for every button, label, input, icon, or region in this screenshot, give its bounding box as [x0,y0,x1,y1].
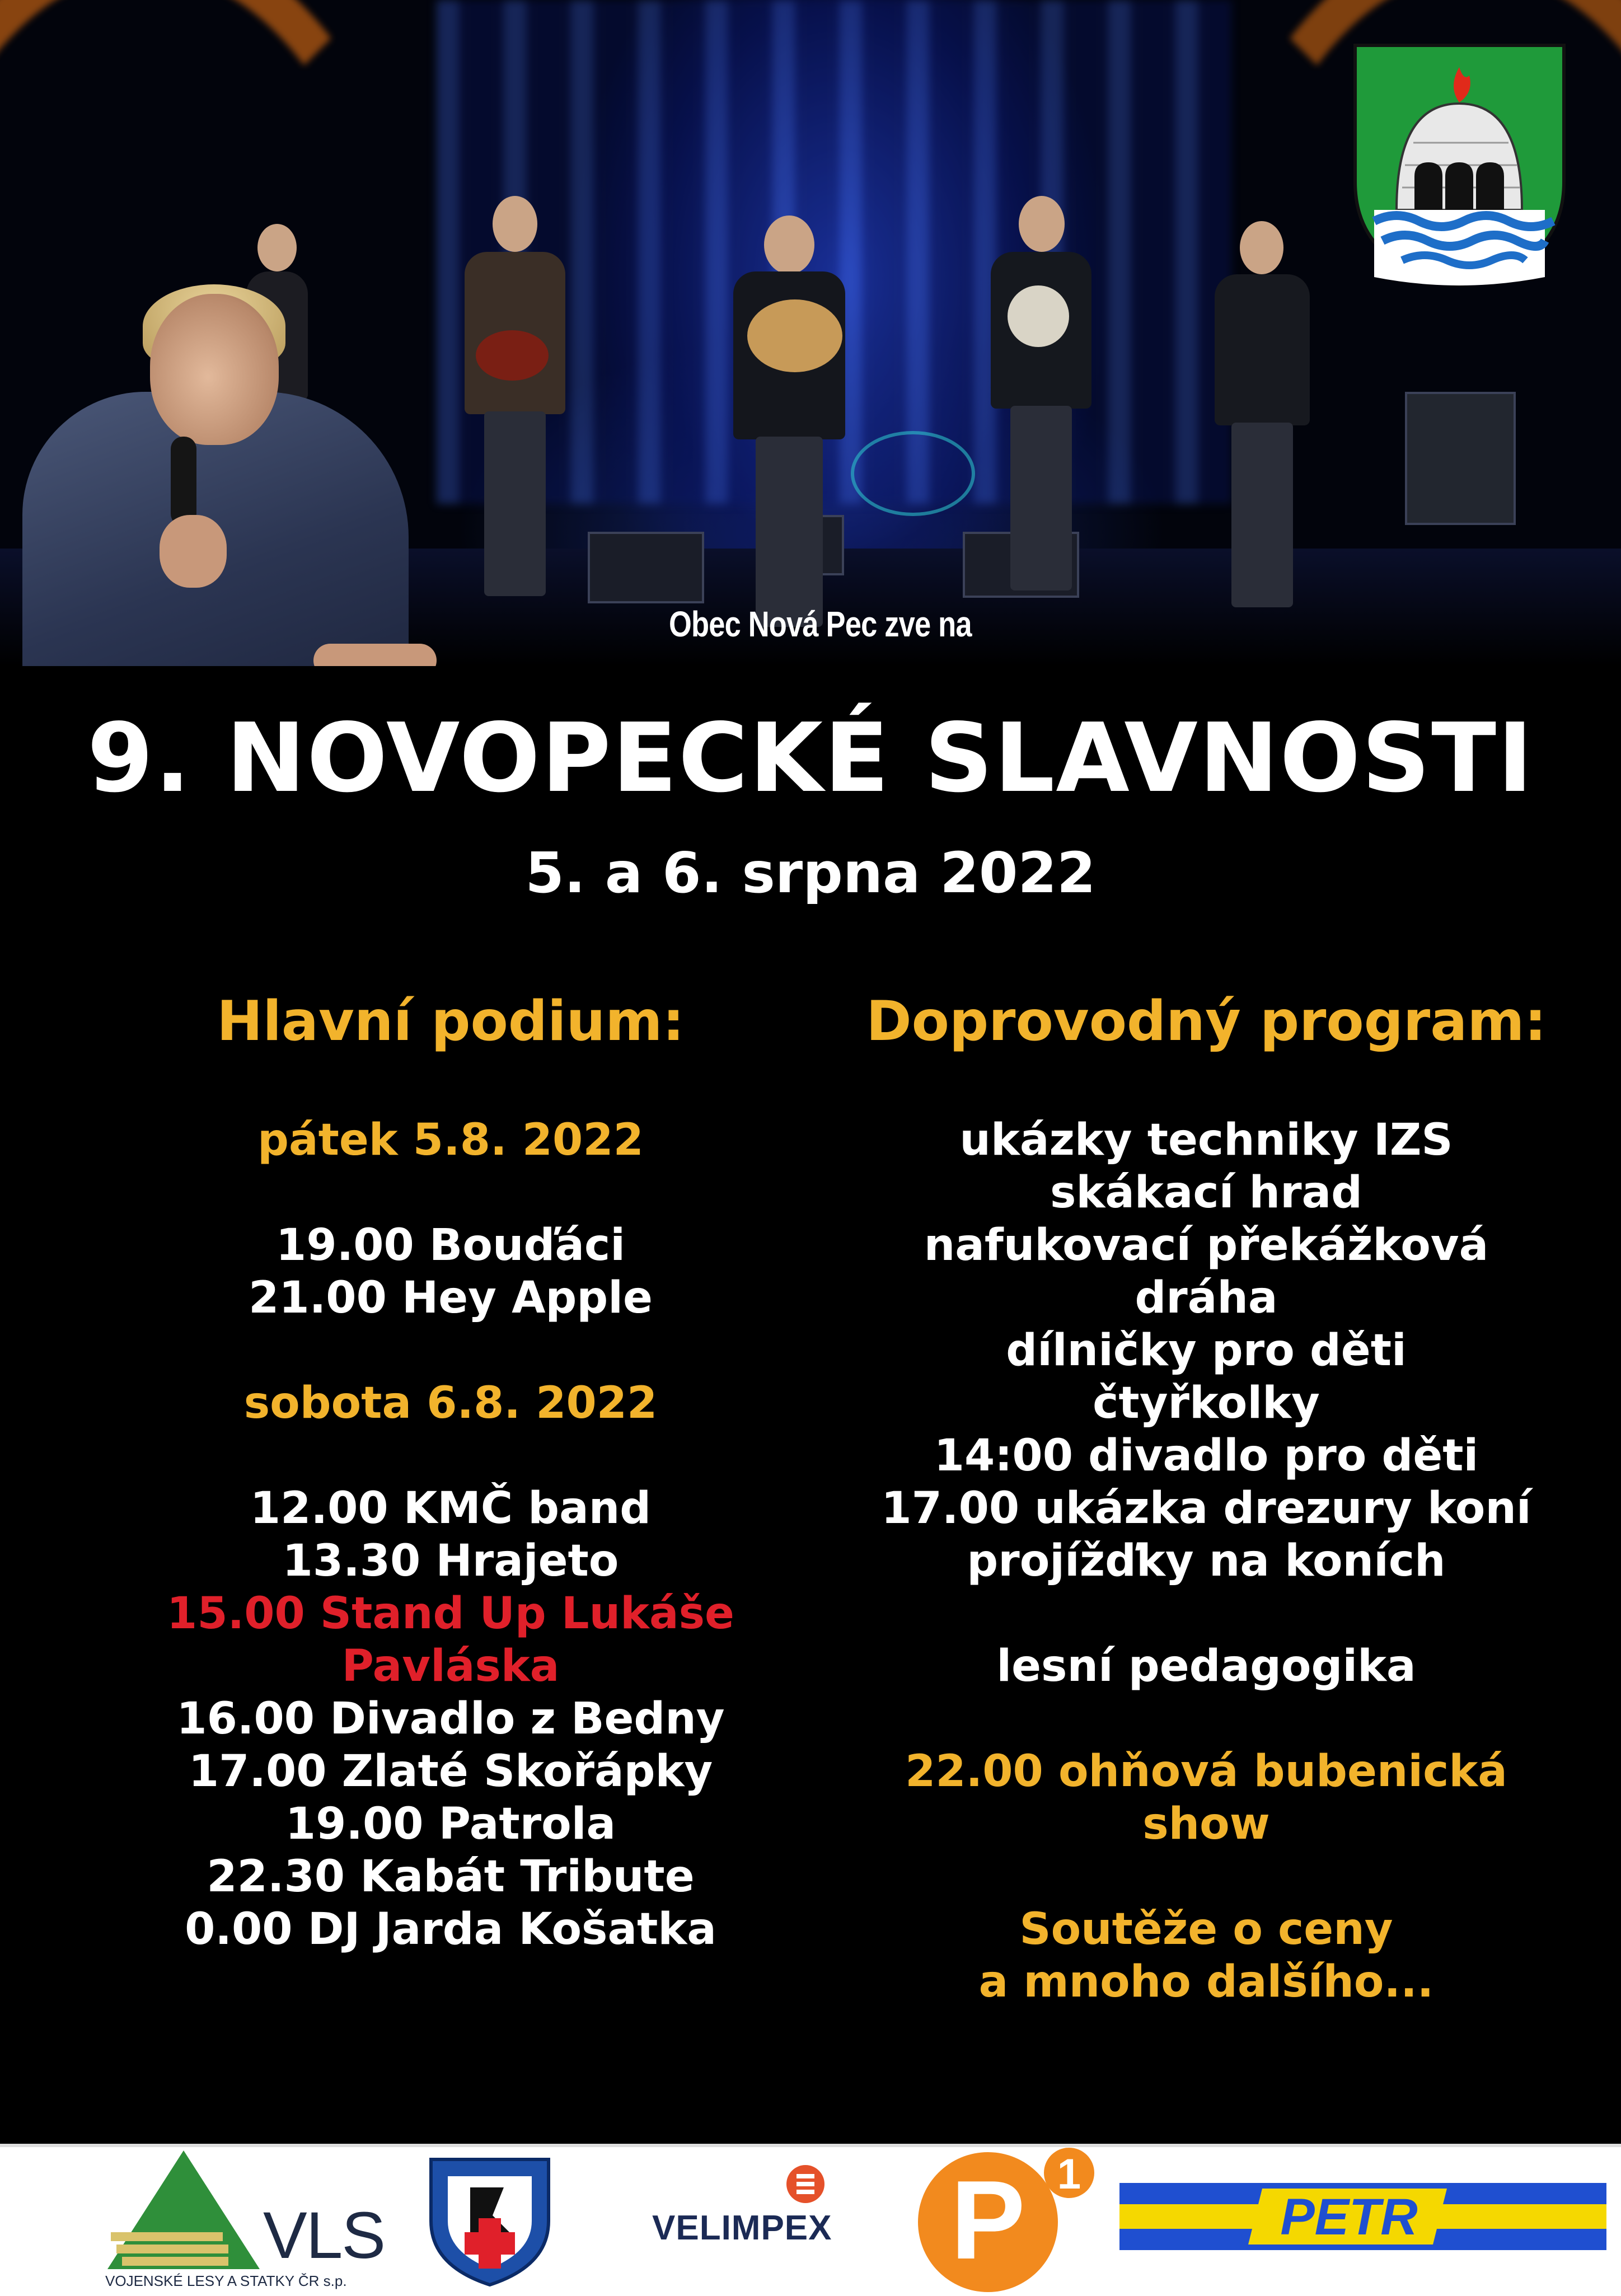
vls-logo-text: VLS [263,2199,385,2272]
main-stage-header: Hlavní podium: [217,990,685,1053]
petr-text: PETR [1280,2189,1418,2246]
amplifier-stack [1405,392,1516,525]
p1-logo-icon [912,2144,1097,2293]
program-item: 0.00 DJ Jarda Košatka [185,1904,716,1955]
petr-logo-icon [1119,2183,1606,2250]
event-date: 5. a 6. srpna 2022 [525,840,1096,906]
velimpex-logo-text: VELIMPEX [652,2209,832,2247]
guitar-case [851,431,975,516]
program-item-highlight: 15.00 Stand Up Lukáše [167,1589,734,1639]
friday-label: pátek 5.8. 2022 [257,1115,644,1165]
velimpex-mark-icon [786,2165,824,2203]
fire-show: 22.00 ohňová bubenická [905,1746,1507,1797]
side-item: projížďky na koních [967,1536,1446,1586]
side-item: 14:00 divadlo pro děti [934,1431,1479,1481]
vls-subtitle: VOJENSKÉ LESY A STATKY ČR s.p. [105,2272,347,2289]
side-item: dílničky pro děti [1006,1325,1407,1376]
main-stage-program [112,991,789,1956]
contests: a mnoho dalšího... [978,1957,1434,2007]
saturday-label: sobota 6.8. 2022 [243,1378,658,1428]
p1-superscript: 1 [1057,2150,1081,2198]
program-item: 17.00 Zlaté Skořápky [188,1746,713,1797]
stage-monitor [588,532,704,603]
contests: Soutěže o ceny [1019,1904,1393,1955]
fire-show: show [1142,1799,1270,1849]
coat-of-arms-icon [1352,42,1567,288]
speaker-face [150,294,279,445]
side-program [834,991,1578,2008]
vls-logo-icon [105,2148,262,2271]
speaker-hand [160,515,227,588]
microphone-icon [171,437,196,526]
horska-sluzba-badge-icon [425,2154,554,2288]
hero-caption: Obec Nová Pec zve na [669,604,972,644]
event-title: 9. NOVOPECKÉ SLAVNOSTI [87,703,1534,814]
side-item: nafukovací překážková [924,1220,1489,1271]
side-item: skákací hrad [1050,1168,1363,1218]
side-item: ukázky techniky IZS [959,1115,1453,1165]
p1-letter: P [950,2158,1025,2283]
program-item: 12.00 KMČ band [250,1483,652,1534]
program-item: 22.30 Kabát Tribute [207,1852,695,1902]
program-item-highlight: Pavláska [341,1641,560,1691]
side-item: dráha [1135,1273,1278,1323]
side-item-forest: lesní pedagogika [996,1641,1416,1691]
program-item: 19.00 Bouďáci [276,1220,625,1271]
side-program-header: Doprovodný program: [866,990,1547,1053]
speaker-arm [313,644,437,666]
side-item: 17.00 ukázka drezury koní [881,1483,1531,1534]
side-item: čtyřkolky [1093,1378,1320,1428]
program-item: 21.00 Hey Apple [249,1273,653,1323]
program-item: 19.00 Patrola [285,1799,616,1849]
program-item: 16.00 Divadlo z Bedny [176,1694,725,1744]
program-item: 13.30 Hrajeto [282,1536,619,1586]
